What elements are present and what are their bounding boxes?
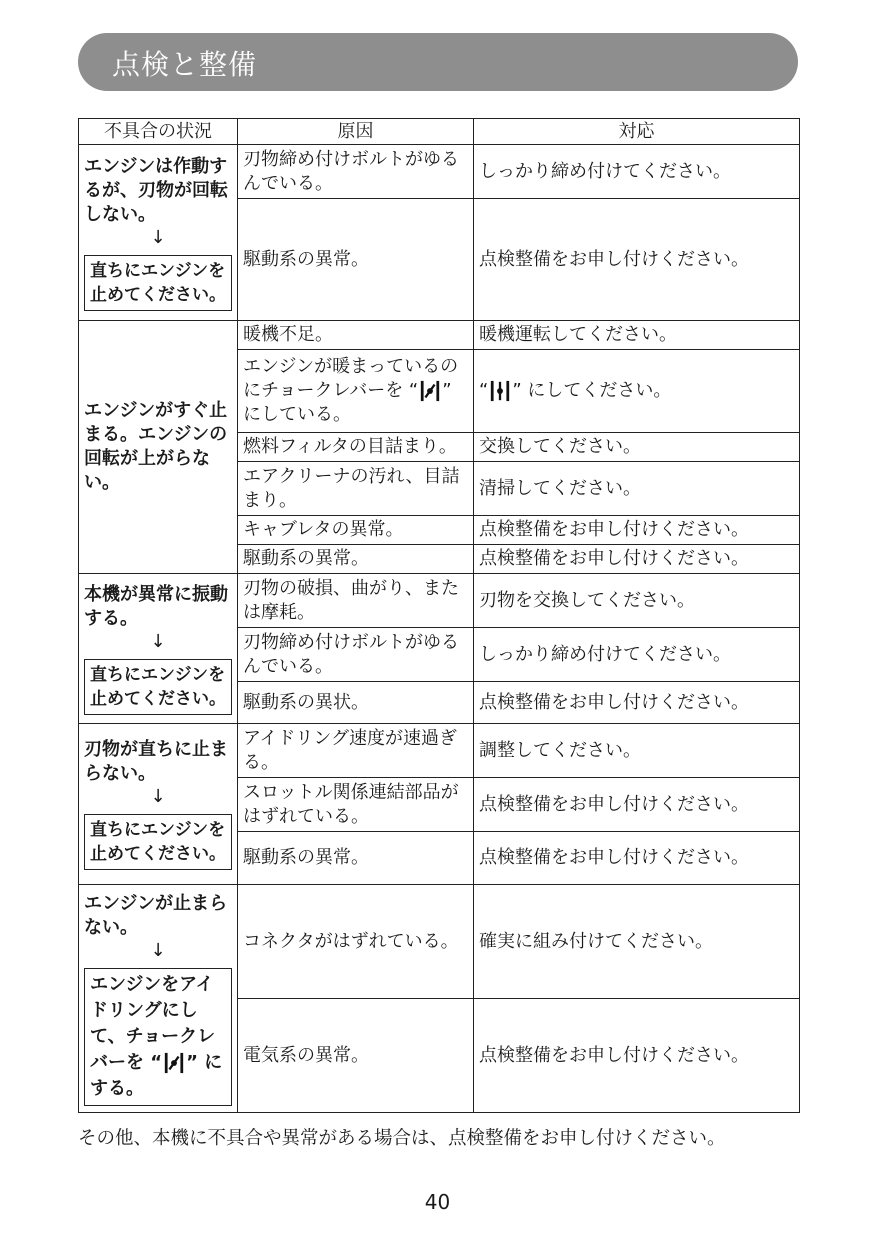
action-cell: 点検整備をお申し付けください。	[474, 682, 800, 724]
footer-note: その他、本機に不具合や異常がある場合は、点検整備をお申し付けください。	[78, 1128, 726, 1149]
action-cell: しっかり締め付けてください。	[474, 145, 800, 199]
action-cell: 点検整備をお申し付けください。	[474, 999, 800, 1113]
cause-text-pre: エンジンが暖まっているのにチョークレバーを “	[243, 356, 459, 401]
cause-cell: 刃物の破損、曲がり、または摩耗。	[238, 574, 474, 628]
cause-cell: キャブレタの異常。	[238, 516, 474, 545]
warning-text-pre: エンジンをアイドリングにして、チョークレバーを “	[90, 973, 216, 1073]
section-title: 点検と整備	[112, 48, 258, 81]
warning-box: 直ちにエンジンを止めてください。	[84, 255, 232, 311]
troubleshooting-table	[78, 118, 800, 1113]
cause-cell: アイドリング速度が速過ぎる。	[238, 724, 474, 778]
choke-closed-icon	[162, 1052, 186, 1074]
action-cell: 点検整備をお申し付けください。	[474, 199, 800, 321]
cause-cell: 刃物締め付けボルトがゆるんでいる。	[238, 628, 474, 682]
action-cell: 確実に組み付けてください。	[474, 885, 800, 999]
cause-cell	[238, 350, 474, 433]
action-cell: 清掃してください。	[474, 462, 800, 516]
table-row	[79, 574, 800, 628]
cause-cell: 駆動系の異常。	[238, 199, 474, 321]
condition-cell	[79, 145, 238, 321]
section-title-bar	[78, 33, 798, 91]
warning-box: 直ちにエンジンを止めてください。	[84, 814, 232, 870]
cause-cell: コネクタがはずれている。	[238, 885, 474, 999]
action-text-post: ” にしてください。	[512, 380, 672, 401]
action-text-pre: “	[479, 380, 489, 401]
cause-cell: スロットル関係連結部品がはずれている。	[238, 778, 474, 832]
choke-closed-icon	[418, 380, 442, 402]
action-cell: 暖機運転してください。	[474, 321, 800, 350]
warning-box	[84, 968, 232, 1106]
table-row	[79, 145, 800, 199]
cause-cell: 駆動系の異状。	[238, 682, 474, 724]
action-cell: 点検整備をお申し付けください。	[474, 516, 800, 545]
warning-text-post: ” にする。	[90, 1051, 223, 1099]
cause-cell: 駆動系の異常。	[238, 832, 474, 885]
action-cell: 調整してください。	[474, 724, 800, 778]
condition-text: エンジンが止まらない。	[84, 892, 228, 938]
action-cell: 交換してください。	[474, 433, 800, 462]
table-header-row	[79, 119, 800, 145]
cause-text-post: ” にしている。	[243, 380, 452, 425]
condition-text: 本機が異常に振動する。	[84, 583, 228, 629]
header-cause: 原因	[238, 119, 474, 145]
action-cell: 点検整備をお申し付けください。	[474, 832, 800, 885]
cause-cell: 駆動系の異常。	[238, 545, 474, 574]
action-cell: 刃物を交換してください。	[474, 574, 800, 628]
cause-cell: 燃料フィルタの目詰まり。	[238, 433, 474, 462]
condition-cell	[79, 885, 238, 1113]
action-cell: 点検整備をお申し付けください。	[474, 778, 800, 832]
page-number: 40	[424, 1190, 451, 1214]
condition-cell	[79, 321, 238, 574]
action-cell: しっかり締め付けてください。	[474, 628, 800, 682]
condition-text: エンジンがすぐ止まる。エンジンの回転が上がらない。	[84, 400, 228, 493]
arrow-down-icon: ↓	[150, 630, 166, 652]
action-cell	[474, 350, 800, 433]
header-condition: 不具合の状況	[79, 119, 238, 145]
table-row	[79, 724, 800, 778]
cause-cell: 電気系の異常。	[238, 999, 474, 1113]
arrow-down-icon: ↓	[150, 939, 166, 961]
condition-cell	[79, 574, 238, 724]
arrow-down-icon: ↓	[150, 786, 166, 807]
choke-open-icon	[488, 380, 512, 402]
table-row	[79, 885, 800, 999]
cause-cell: 刃物締め付けボルトがゆるんでいる。	[238, 145, 474, 199]
cause-cell: エアクリーナの汚れ、目詰まり。	[238, 462, 474, 516]
arrow-down-icon: ↓	[150, 226, 166, 248]
cause-cell: 暖機不足。	[238, 321, 474, 350]
warning-box: 直ちにエンジンを止めてください。	[84, 659, 232, 715]
table-row	[79, 321, 800, 350]
condition-cell	[79, 724, 238, 885]
condition-text: 刃物が直ちに止まらない。	[84, 739, 228, 784]
header-action: 対応	[474, 119, 800, 145]
condition-text: エンジンは作動するが、刃物が回転しない。	[84, 155, 228, 225]
action-cell: 点検整備をお申し付けください。	[474, 545, 800, 574]
